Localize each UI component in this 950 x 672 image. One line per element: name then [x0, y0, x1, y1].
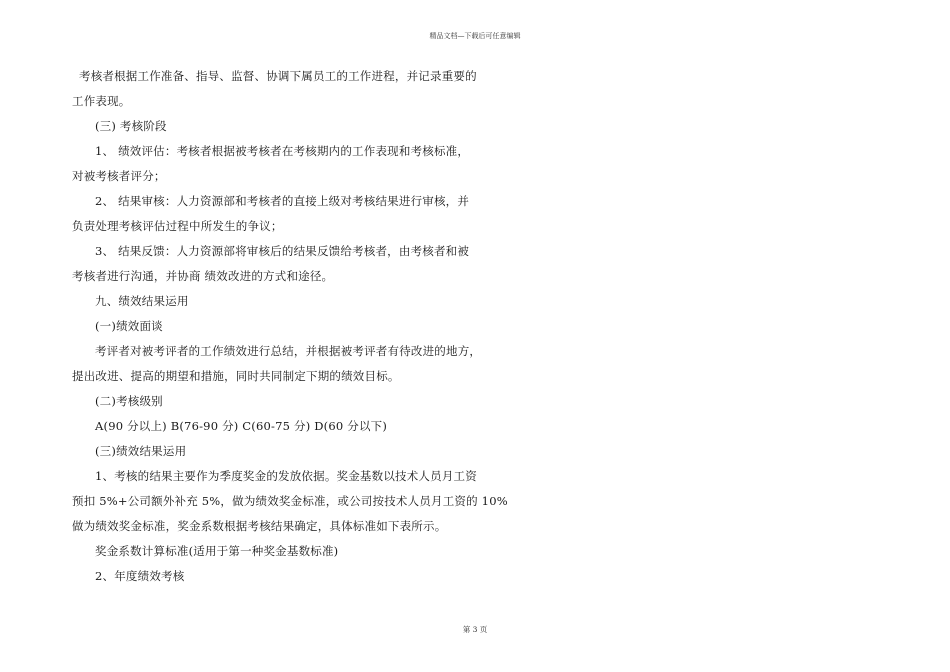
section-heading: (二)考核级别	[95, 394, 163, 408]
body-line: 奖金系数计算标准(适用于第一种奖金基数标准)	[95, 544, 339, 558]
body-line: 考评者对被考评者的工作绩效进行总结，并根据被考评者有待改进的地方，	[95, 344, 482, 358]
body-line: 对被考核者评分；	[72, 169, 166, 183]
body-line: 1、 绩效评估：考核者根据被考核者在考核期内的工作表现和考核标准，	[95, 144, 470, 158]
body-line: 考核者进行沟通，并协商 绩效改进的方式和途径。	[72, 269, 334, 283]
page-header: 精品文档—下载后可任意编辑	[429, 32, 521, 40]
section-heading: (一)绩效面谈	[95, 319, 163, 333]
body-line: 提出改进、提高的期望和措施，同时共同制定下期的绩效目标。	[72, 369, 400, 383]
body-line: A(90 分以上) B(76-90 分) C(60-75 分) D(60 分以下)	[95, 419, 388, 433]
body-line: 负责处理考核评估过程中所发生的争议；	[72, 219, 283, 233]
section-heading: 九、绩效结果运用	[95, 294, 189, 308]
body-line: 工作表现。	[72, 94, 131, 108]
page-number: 第 3 页	[462, 625, 488, 634]
body-line: 2、年度绩效考核	[95, 569, 185, 583]
section-heading: (三) 考核阶段	[95, 119, 167, 133]
body-line: 2、 结果审核：人力资源部和考核者的直接上级对考核结果进行审核，并	[95, 194, 470, 208]
body-line: 做为绩效奖金标准，奖金系数根据考核结果确定，具体标准如下表所示。	[72, 519, 447, 533]
body-line: 3、 结果反馈：人力资源部将审核后的结果反馈给考核者，由考核者和被	[95, 244, 470, 258]
body-line: 考核者根据工作准备、指导、监督、协调下属员工的工作进程，并记录重要的	[79, 69, 477, 83]
body-line: 预扣 5%+公司额外补充 5%，做为绩效奖金标准，或公司按技术人员月工资的 10%	[72, 494, 508, 508]
section-heading: (三)绩效结果运用	[95, 444, 187, 458]
body-line: 1、考核的结果主要作为季度奖金的发放依据。奖金基数以技术人员月工资	[95, 469, 477, 483]
